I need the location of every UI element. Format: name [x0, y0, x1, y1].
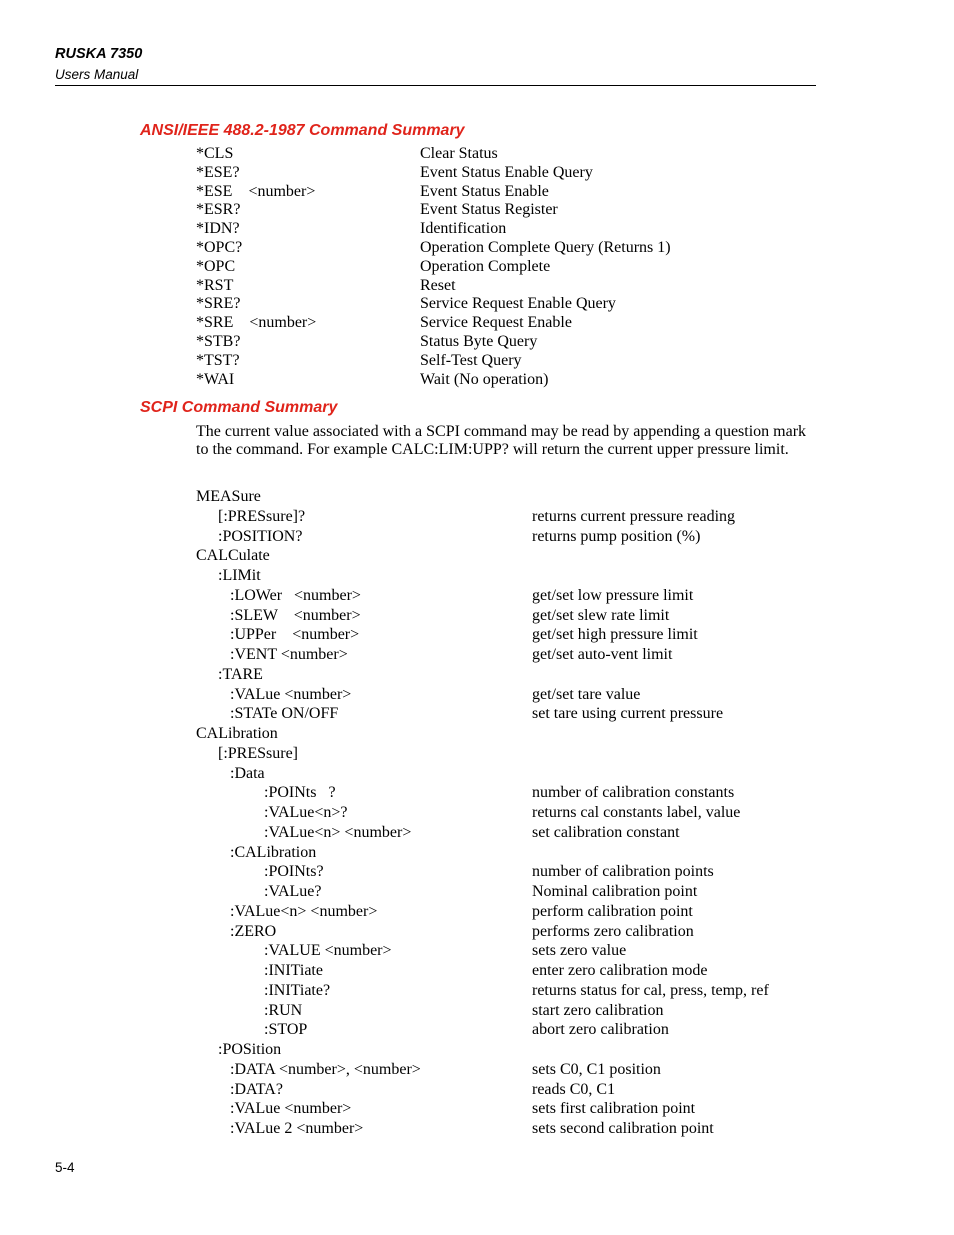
page-number: 5-4 — [55, 1160, 75, 1175]
command-description: set tare using current pressure — [532, 705, 724, 723]
command-description: get/set tare value — [532, 685, 641, 703]
command-description: perform calibration point — [532, 902, 693, 920]
scpi-intro-paragraph: The current value associated with a SCPI command may be read by appending a question mark to the command. For example CALC:LIM:UPP? will return the current upper pressure limit. — [196, 423, 807, 459]
command-text: :DATA <number>, <number> — [230, 1060, 421, 1078]
command-text: :VALue<n> <number> — [230, 902, 378, 920]
command-description: number of calibration points — [532, 863, 714, 881]
command-text: *CLS — [196, 145, 234, 162]
command-description: sets zero value — [532, 942, 627, 960]
command-text: :INITiate — [264, 962, 323, 979]
command-description: get/set slew rate limit — [532, 606, 670, 624]
command-description: performs zero calibration — [532, 922, 694, 940]
command-description: sets second calibration point — [532, 1120, 714, 1137]
command-description: set calibration constant — [532, 823, 680, 841]
command-description: abort zero calibration — [532, 1021, 669, 1039]
command-description: Wait (No operation) — [420, 370, 549, 388]
command-text: *IDN? — [196, 220, 240, 238]
command-text: :POSITION? — [218, 527, 303, 545]
command-text: :VALUE <number> — [264, 942, 392, 960]
command-text: :CALibration — [230, 843, 317, 861]
running-header-title: RUSKA 7350 — [55, 46, 143, 62]
command-description: Operation Complete Query (Returns 1) — [420, 239, 671, 256]
command-text: *TST? — [196, 351, 240, 369]
ieee-section-heading: ANSI/IEEE 488.2-1987 Command Summary — [140, 122, 465, 139]
command-description: Reset — [420, 276, 456, 294]
command-description: number of calibration constants — [532, 784, 735, 802]
command-description: get/set auto-vent limit — [532, 646, 673, 663]
command-text: :UPPer <number> — [230, 626, 360, 644]
command-description: enter zero calibration mode — [532, 962, 708, 979]
command-description: Operation Complete — [420, 257, 551, 275]
command-description: start zero calibration — [532, 1001, 664, 1019]
command-text: :RUN — [264, 1001, 303, 1019]
command-text: *WAI — [196, 370, 235, 388]
command-text: *ESE <number> — [196, 182, 316, 200]
command-text: :TARE — [218, 665, 263, 683]
command-description: Nominal calibration point — [532, 883, 698, 900]
command-text: :VALue<n>? — [264, 804, 348, 821]
command-text: :VALue 2 <number> — [230, 1120, 364, 1137]
command-text: :VALue <number> — [230, 685, 352, 703]
command-description: get/set low pressure limit — [532, 586, 694, 604]
scpi-section-heading: SCPI Command Summary — [140, 399, 338, 416]
command-description: returns status for cal, press, temp, ref — [532, 981, 769, 999]
command-description: Status Byte Query — [420, 333, 538, 350]
command-description: reads C0, C1 — [532, 1080, 616, 1098]
command-text: *ESR? — [196, 201, 241, 219]
command-description: Service Request Enable Query — [420, 295, 616, 313]
command-description: sets C0, C1 position — [532, 1060, 661, 1078]
command-description: Self-Test Query — [420, 351, 522, 369]
command-text: :STOP — [264, 1021, 308, 1039]
command-text: :SLEW <number> — [230, 606, 361, 624]
header-rule — [55, 85, 816, 86]
command-description: returns pump position (%) — [532, 527, 701, 545]
command-text: :POSition — [218, 1041, 282, 1058]
command-text: *SRE <number> — [196, 314, 317, 332]
command-text: *ESE? — [196, 163, 240, 181]
command-text: MEASure — [196, 488, 261, 505]
command-description: Service Request Enable — [420, 314, 572, 332]
command-text: :Data — [230, 764, 265, 782]
command-text: :VALue? — [264, 883, 322, 900]
command-text: CALCulate — [196, 547, 270, 565]
command-description: returns current pressure reading — [532, 507, 736, 525]
command-text: *RST — [196, 276, 234, 294]
command-description: Event Status Enable — [420, 182, 549, 200]
command-text: :POINts ? — [264, 784, 336, 802]
command-description: Clear Status — [420, 145, 498, 162]
command-text: :POINts? — [264, 863, 324, 881]
command-text: [:PRESsure]? — [218, 507, 306, 525]
command-text: *OPC — [196, 257, 236, 275]
command-text: CALibration — [196, 725, 278, 742]
command-text: :LIMit — [218, 567, 261, 584]
command-description: Event Status Register — [420, 201, 558, 219]
running-header-subtitle: Users Manual — [55, 67, 139, 82]
command-text: *OPC? — [196, 239, 243, 256]
command-description: Identification — [420, 220, 507, 238]
command-text: :DATA? — [230, 1080, 283, 1098]
command-text: [:PRESsure] — [218, 744, 298, 762]
command-text: :VENT <number> — [230, 646, 348, 663]
command-text: :STATe ON/OFF — [230, 705, 339, 723]
command-text: :LOWer <number> — [230, 586, 361, 604]
command-description: get/set high pressure limit — [532, 626, 698, 644]
command-text: :INITiate? — [264, 981, 331, 999]
command-text: *SRE? — [196, 295, 241, 313]
command-text: :VALue <number> — [230, 1100, 352, 1118]
command-description: returns cal constants label, value — [532, 804, 741, 821]
command-text: *STB? — [196, 333, 241, 350]
command-text: :ZERO — [230, 922, 277, 940]
command-description: sets first calibration point — [532, 1100, 696, 1118]
command-text: :VALue<n> <number> — [264, 823, 412, 841]
command-description: Event Status Enable Query — [420, 163, 593, 181]
